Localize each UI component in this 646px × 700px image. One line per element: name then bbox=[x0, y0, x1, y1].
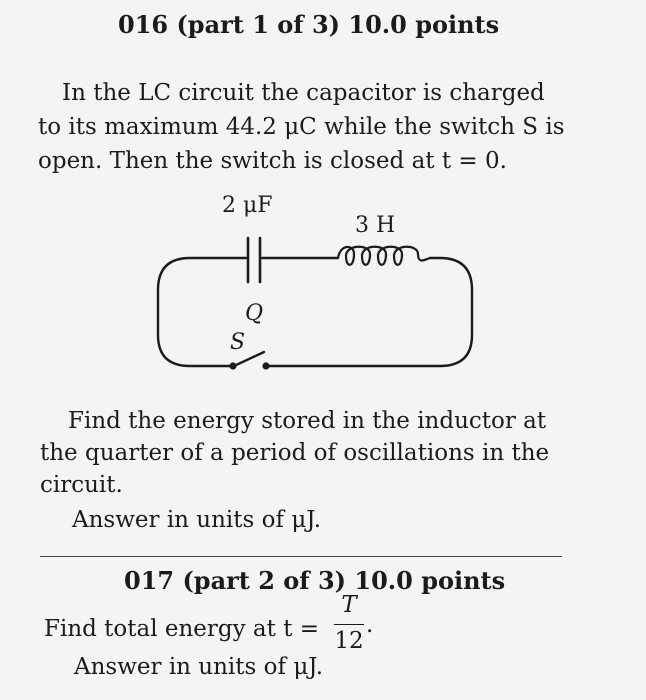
problem-016-heading: 016 (part 1 of 3) 10.0 points bbox=[118, 10, 500, 39]
question-line-2: the quarter of a period of oscillations in the bbox=[40, 440, 550, 466]
question-017-suffix: . bbox=[366, 612, 374, 638]
switch-contact-left bbox=[229, 362, 236, 369]
switch-contact-right bbox=[262, 362, 269, 369]
inductor-coil bbox=[338, 247, 430, 265]
fraction-denominator: 12 bbox=[334, 628, 364, 654]
capacitor-label: 2 μF bbox=[222, 193, 273, 218]
intro-line-3: open. Then the switch is closed at t = 0. bbox=[38, 148, 507, 174]
right-wire bbox=[266, 258, 472, 366]
question-line-3: circuit. bbox=[40, 472, 123, 498]
fraction-bar bbox=[334, 624, 364, 625]
answer-units-017: Answer in units of μJ. bbox=[74, 654, 324, 680]
intro-line-1: In the LC circuit the capacitor is charged bbox=[62, 80, 545, 106]
section-divider bbox=[40, 556, 562, 557]
fraction-numerator: T bbox=[341, 592, 357, 618]
answer-units-016: Answer in units of μJ. bbox=[72, 507, 322, 533]
question-017-prefix: Find total energy at t = bbox=[44, 616, 320, 642]
charge-label: Q bbox=[245, 301, 264, 326]
intro-line-2: to its maximum 44.2 μC while the switch S is bbox=[38, 114, 565, 140]
question-line-1: Find the energy stored in the inductor at bbox=[68, 408, 547, 434]
switch-label: S bbox=[230, 330, 246, 355]
inductor-label: 3 H bbox=[355, 213, 396, 238]
problem-017-heading: 017 (part 2 of 3) 10.0 points bbox=[124, 566, 506, 595]
